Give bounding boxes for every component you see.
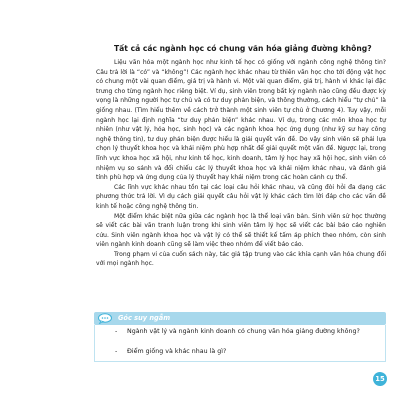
body-text — [96, 58, 386, 269]
reflection-question-2 — [115, 347, 375, 356]
reflection-box-header — [94, 312, 386, 325]
question-text: Ngành vật lý và ngành kinh doanh có chung văn hóa giảng đường không? — [127, 328, 360, 335]
speech-bubble-icon — [97, 313, 113, 324]
section-heading: Tất cả các ngành học có chung văn hóa giảng đường không? — [114, 44, 372, 53]
paragraph-2: Các lĩnh vực khác nhau tồn tại các loại câu hỏi khác nhau, và cũng đòi hỏi đa dạng các phương thức trả lời. Vì dụ cách giải quyết câu hỏi vật lý khác cách tìm lời đáp cho các vấn đề kinh tế hoặc công nghệ thông tin. — [96, 183, 386, 210]
reflection-box-body — [94, 325, 386, 362]
bullet-dash: - — [115, 348, 118, 355]
paragraph-1: Liệu văn hóa một ngành học như kinh tế học có giống với ngành công nghệ thông tin? Câu trả lời là “có” và “không”! Các ngành học khác nhau từ thiên văn học cho tới động vật học có chung một vài quan điểm, giá trị và hành vi. Một vài quan điểm, giá trị, hành vi khác lại đặc trưng cho từng ngành học riêng biệt. Ví dụ, sinh viên trong bất kỳ ngành nào cũng đều được kỳ vọng là những người học tự chủ và có tư duy phản biện, và thông thường, cách hiểu “tự chủ” là giống nhau. (Tìm hiểu thêm về cách trở thành một sinh viên tự chủ ở Chương 4). Tuy vậy, mỗi ngành học lại định nghĩa “tư duy phản biện” khác nhau. Ví dụ, trong các môn khoa học tự nhiên (như vật lý, hóa học, sinh học) và các ngành khoa học ứng dụng (như kỹ sư hay công nghệ thông tin), tư duy phản biện được hiểu là giải quyết vấn đề. Do vậy sinh viên sẽ phải lựa chọn lý thuyết khoa học và khái niệm phù hợp nhất để giải quyết một vấn đề. Ngược lại, trong lĩnh vực khoa học xã hội, như kinh tế học, kinh doanh, tâm lý học hay xã hội học, sinh viên có nhiệm vụ so sánh và đối chiếu các lý thuyết khoa học và khái niệm khác nhau, và đánh giá tính phù hợp và ứng dụng của lý thuyết hay khái niệm trong các hoàn cảnh cụ thể. — [96, 59, 386, 182]
reflection-box — [94, 312, 386, 362]
reflection-box-title: Góc suy ngẫm — [118, 314, 171, 322]
page-number-badge: 15 — [373, 372, 387, 386]
reflection-question-1 — [115, 327, 375, 336]
paragraph-4: Trong phạm vi của cuốn sách này, tác giả tập trung vào các khía cạnh văn hóa chung đối với mọi ngành học. — [96, 250, 386, 268]
paragraph-3: Một điểm khác biệt nữa giữa các ngành học là thể loại văn bản. Sinh viên sử học thường sẽ viết các bài văn tranh luận trong khi sinh viên tâm lý học sẽ viết các bài báo cáo nghiên cứu. Sinh viên ngành khoa học và vật lý có thể sẽ thiết kế tấm áp phích theo nhóm, còn sinh viên ngành kinh doanh cũng sẽ làm việc theo nhóm để viết báo cáo. — [96, 212, 386, 249]
bullet-dash: - — [115, 328, 118, 335]
question-text: Điểm giống và khác nhau là gì? — [127, 348, 227, 355]
